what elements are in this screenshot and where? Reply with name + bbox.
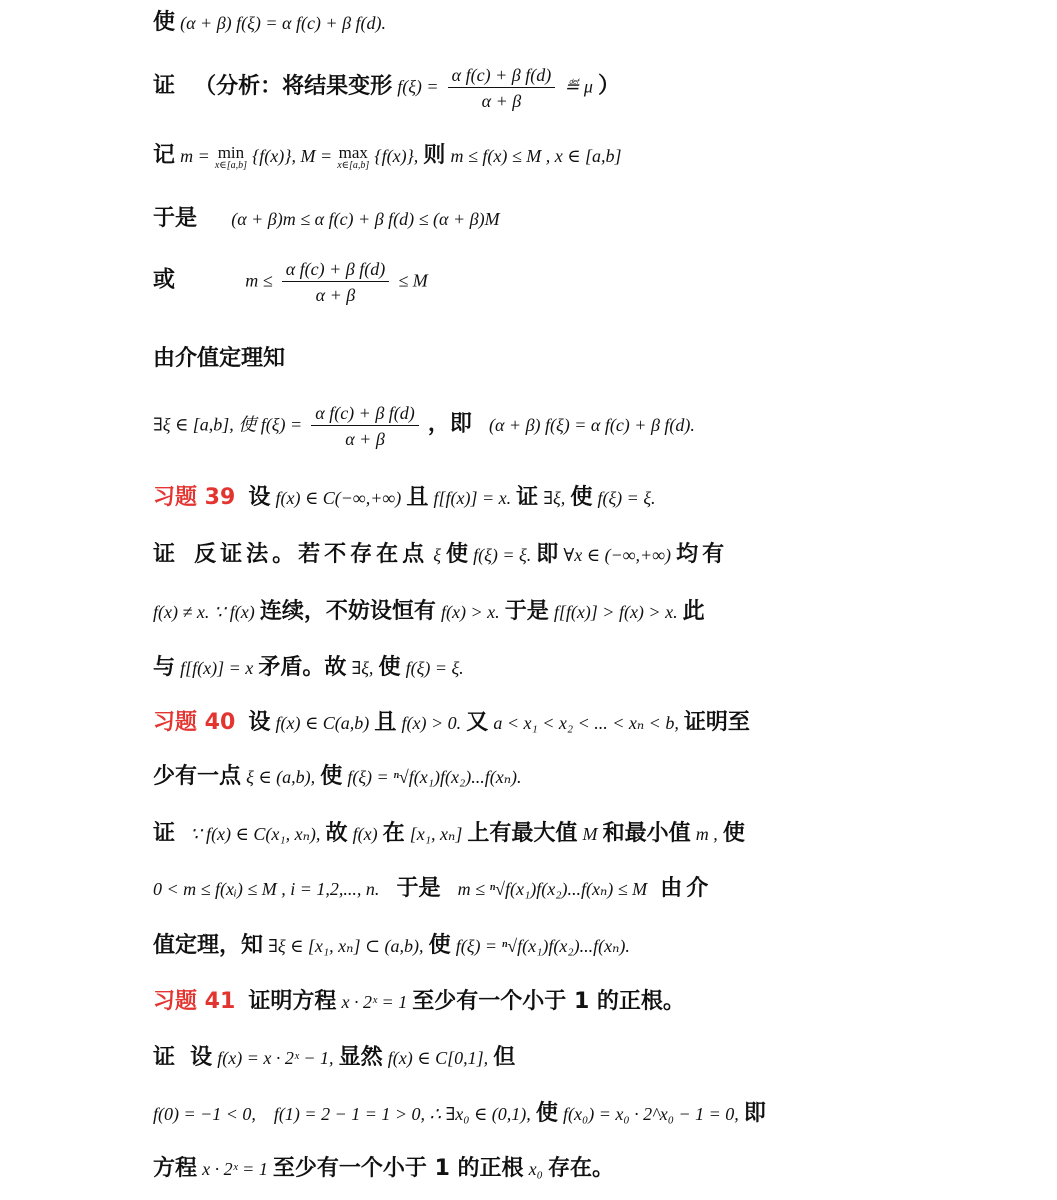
- line-ivt: [153, 348, 1037, 370]
- proof-41-line3: [153, 1158, 1037, 1180]
- formula: f(ξ) = ⁿ√f(x₁)f(x₂)...f(xₙ).: [455, 936, 630, 956]
- operator: min: [217, 143, 245, 162]
- line-exists-xi: [153, 404, 1037, 448]
- operator: max: [338, 143, 368, 162]
- formula: ∃ξ,: [351, 658, 374, 678]
- exercise-39: [153, 487, 1037, 509]
- formula: (α + β) f(ξ) = α f(c) + β f(d).: [180, 13, 387, 33]
- text: 记: [153, 143, 176, 168]
- formula: f(x): [352, 824, 378, 844]
- text: 使: [153, 10, 176, 35]
- text: 设: [190, 1045, 213, 1070]
- formula: {f(x)},: [374, 146, 419, 166]
- proof-40-line1: [153, 823, 1037, 845]
- proof-label: 证: [153, 1045, 176, 1070]
- text: 由介: [660, 876, 713, 901]
- formula: ∵ f(x) ∈ C(x₁, xₙ),: [190, 824, 321, 844]
- numerator: α f(c) + β f(d): [448, 66, 556, 88]
- text: 且: [374, 710, 397, 735]
- text: 设: [248, 485, 271, 510]
- formula: f(x) > x.: [440, 602, 500, 622]
- formula: f(x) ∈ C[0,1],: [387, 1048, 489, 1068]
- denominator: α + β: [481, 91, 522, 111]
- formula: f(x) = x · 2ˣ − 1,: [217, 1048, 334, 1068]
- line-min-max: [153, 144, 1037, 171]
- proof-39-line3: [153, 657, 1037, 679]
- proof-label: 证: [153, 73, 176, 99]
- text: 反证法。若不存在点: [194, 542, 429, 567]
- formula: f(x) ∈ C(−∞,+∞): [275, 488, 402, 508]
- formula: 0 < m ≤ f(xᵢ) ≤ M , i = 1,2,..., n.: [153, 879, 380, 899]
- formula: m ≤ f(x) ≤ M , x ∈ [a,b]: [450, 146, 622, 166]
- text: 故: [325, 821, 348, 846]
- formula: m ≤: [245, 270, 273, 291]
- formula: (α + β)m ≤ α f(c) + β f(d) ≤ (α + β)M: [231, 209, 500, 229]
- fraction: [311, 404, 419, 448]
- formula: m ,: [695, 824, 718, 844]
- text: 使: [428, 933, 451, 958]
- formula: f[f(x)] = x: [180, 658, 254, 678]
- fraction: [448, 66, 556, 110]
- line-fraction-bound: [153, 260, 1037, 304]
- formula: ∃ξ,: [543, 488, 566, 508]
- exercise-40-line2: [153, 766, 1037, 788]
- text: ）: [598, 73, 621, 99]
- exercise-40: [153, 712, 1037, 734]
- formula: ∃ξ ∈ [x₁, xₙ] ⊂ (a,b),: [268, 936, 424, 956]
- formula: f(ξ) = ξ.: [597, 488, 656, 508]
- denominator: α + β: [345, 429, 385, 449]
- text: 使: [570, 485, 593, 510]
- text: 由介值定理知: [153, 346, 286, 371]
- formula: ξ: [433, 545, 441, 565]
- formula: m ≤ ⁿ√f(x₁)f(x₂)...f(xₙ) ≤ M: [457, 879, 648, 899]
- formula: f(ξ) = ξ.: [473, 545, 532, 565]
- formula: ≝ μ: [564, 76, 593, 97]
- text: 即: [743, 1101, 766, 1126]
- formula: f(x₀) = x₀ · 2^x₀ − 1 = 0,: [562, 1104, 739, 1124]
- text: 证明至: [683, 710, 750, 735]
- exercise-tag: 习题 41: [153, 989, 236, 1014]
- formula: f[f(x)] > f(x) > x.: [553, 602, 678, 622]
- formula: f(x) ≠ x. ∵ f(x): [153, 602, 255, 622]
- text: 使: [446, 542, 469, 567]
- proof-39-line2: [153, 601, 1037, 623]
- formula: f(0) = −1 < 0, f(1) = 2 − 1 = 1 > 0, ∴ ∃x₀ ∈ (0,1),: [153, 1104, 531, 1124]
- text: 但: [493, 1045, 516, 1070]
- denominator: α + β: [315, 285, 356, 305]
- formula: x₀: [528, 1159, 543, 1179]
- line-analysis: [153, 66, 1037, 110]
- formula: f[f(x)] = x.: [433, 488, 512, 508]
- max-operator: [337, 144, 369, 171]
- text: 存在。: [548, 1156, 615, 1181]
- text: 使: [378, 655, 401, 680]
- text: 使: [320, 764, 343, 789]
- line-conclusion: [153, 12, 1037, 34]
- formula: m =: [180, 146, 210, 166]
- formula: f(x) > 0.: [401, 713, 462, 733]
- proof-label: 证: [153, 542, 176, 567]
- numerator: α f(c) + β f(d): [282, 260, 390, 282]
- formula: f(ξ) =: [397, 76, 439, 97]
- text: 均有: [676, 542, 729, 567]
- formula: f(x) ∈ C(a,b): [275, 713, 370, 733]
- text: 值定理，知: [153, 933, 264, 958]
- text: 则: [423, 143, 446, 168]
- formula: x · 2ˣ = 1: [202, 1159, 268, 1179]
- text: ，即: [427, 411, 472, 437]
- text: 和最小值: [602, 821, 691, 846]
- formula: (α + β) f(ξ) = α f(c) + β f(d).: [488, 414, 695, 435]
- text: 与: [153, 655, 176, 680]
- text: 显然: [338, 1045, 383, 1070]
- proof-41-line2: [153, 1103, 1037, 1125]
- formula: {f(x)}, M =: [252, 146, 333, 166]
- text: 至少有一个小于 1 的正根: [272, 1156, 524, 1181]
- formula: f(ξ) = ⁿ√f(x₁)f(x₂)...f(xₙ).: [347, 767, 522, 787]
- formula: ∀x ∈ (−∞,+∞): [563, 545, 672, 565]
- text: 于是: [504, 599, 549, 624]
- text: 在: [382, 821, 405, 846]
- proof-40-line3: [153, 935, 1037, 957]
- exercise-tag: 习题 39: [153, 485, 236, 510]
- text: 证明方程: [248, 989, 337, 1014]
- text: 至少有一个小于 1 的正根。: [412, 989, 685, 1014]
- text: 此: [682, 599, 705, 624]
- formula: x · 2ˣ = 1: [341, 992, 408, 1012]
- proof-41-line1: [153, 1047, 1037, 1069]
- proof-39-line1: [153, 544, 1037, 566]
- formula: M: [582, 824, 598, 844]
- formula: f(ξ) = ξ.: [405, 658, 464, 678]
- text: 于是: [396, 876, 441, 901]
- text: 设: [248, 710, 271, 735]
- numerator: α f(c) + β f(d): [311, 404, 419, 426]
- exercise-tag: 习题 40: [153, 710, 236, 735]
- text: 上有最大值: [467, 821, 578, 846]
- subscript: x∈[a,b]: [214, 160, 247, 171]
- text: 又: [466, 710, 489, 735]
- proof-40-line2: [153, 878, 1037, 900]
- text: 方程: [153, 1156, 198, 1181]
- text: 使: [535, 1101, 558, 1126]
- text: 且: [406, 485, 429, 510]
- exercise-41: [153, 991, 1037, 1013]
- formula: ≤ M: [398, 270, 428, 291]
- text: 证: [516, 485, 539, 510]
- text: 使: [722, 821, 745, 846]
- text: 少有一点: [153, 764, 242, 789]
- subscript: x∈[a,b]: [337, 160, 370, 171]
- line-inequality: [153, 208, 1037, 230]
- text: 即: [536, 542, 559, 567]
- proof-label: 证: [153, 821, 176, 846]
- formula: a < x₁ < x₂ < ... < xₙ < b,: [493, 713, 679, 733]
- text: （分析：将结果变形: [194, 73, 393, 99]
- text: 于是: [153, 206, 198, 231]
- text: 或: [153, 267, 176, 293]
- fraction: [282, 260, 390, 304]
- text: 连续，不妨设恒有: [259, 599, 436, 624]
- formula: ∃ξ ∈ [a,b], 使 f(ξ) =: [153, 414, 303, 435]
- formula: [x₁, xₙ]: [409, 824, 463, 844]
- min-operator: [215, 144, 247, 171]
- formula: ξ ∈ (a,b),: [246, 767, 316, 787]
- text: 矛盾。故: [258, 655, 347, 680]
